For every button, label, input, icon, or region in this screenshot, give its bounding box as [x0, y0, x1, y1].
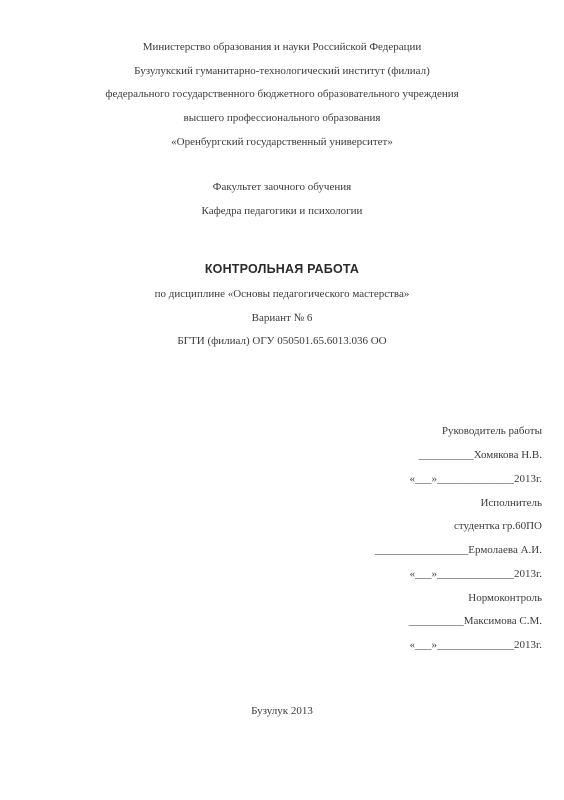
- executor-name: _________________Ермолаева А.И.: [374, 544, 542, 556]
- supervisor-label: Руководитель работы: [441, 425, 542, 437]
- department-line: Кафедра педагогики и психологии: [201, 205, 363, 217]
- education-level-line: высшего профессионального образования: [183, 112, 381, 124]
- variant-line: Вариант № 6: [251, 312, 313, 324]
- university-name-line: «Оренбургский государственный университет»: [171, 136, 393, 148]
- document-title: КОНТРОЛЬНАЯ РАБОТА: [204, 262, 360, 276]
- supervisor-date: «___»______________2013г.: [409, 473, 542, 485]
- supervisor-name: __________Хомякова Н.В.: [418, 449, 542, 461]
- normcontrol-name: __________Максимова С.М.: [408, 615, 542, 627]
- faculty-line: Факультет заочного обучения: [212, 181, 352, 193]
- discipline-line: по дисциплине «Основы педагогического мастерства»: [154, 288, 410, 300]
- ministry-line: Министерство образования и науки Российской Федерации: [142, 41, 422, 53]
- city-year-line: Бузулук 2013: [251, 705, 313, 717]
- executor-group: студентка гр.60ПО: [454, 520, 542, 532]
- normcontrol-label: Нормоконтроль: [468, 592, 542, 604]
- institution-type-line: федерального государственного бюджетного образовательного учреждения: [105, 88, 459, 100]
- normcontrol-date: «___»______________2013г.: [409, 639, 542, 651]
- institute-line: Бузулукский гуманитарно-технологический институт (филиал): [134, 65, 430, 77]
- document-code-line: БГТИ (филиал) ОГУ 050501.65.6013.036 ОО: [177, 335, 387, 347]
- executor-date: «___»______________2013г.: [409, 568, 542, 580]
- executor-label: Исполнитель: [480, 497, 542, 509]
